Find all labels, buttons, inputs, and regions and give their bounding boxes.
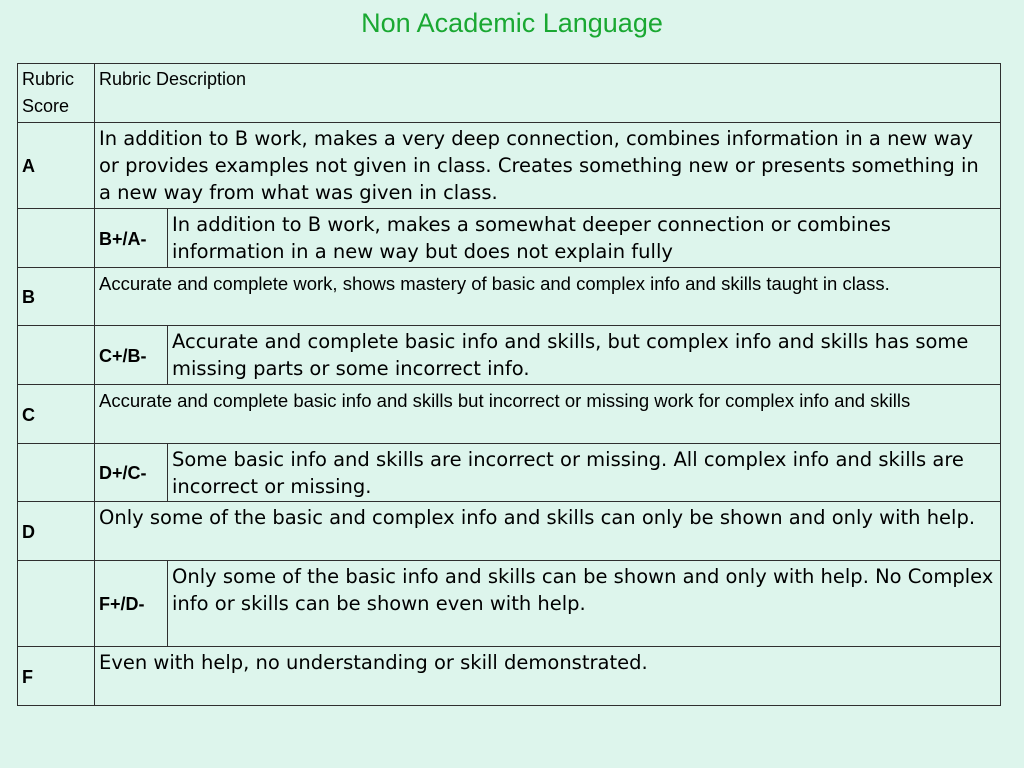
header-rubric-description: Rubric Description: [95, 64, 1001, 123]
table-header-row: [18, 64, 1001, 123]
empty-cell: [18, 444, 95, 502]
page-title: Non Academic Language: [361, 8, 663, 38]
empty-cell: [18, 561, 95, 647]
empty-cell: [18, 209, 95, 268]
grade-cell: A: [18, 123, 95, 209]
description-cell: In addition to B work, makes a somewhat deeper connection or combines information in a new way but does not explain fully: [168, 209, 1001, 268]
description-cell: Only some of the basic and complex info and skills can only be shown and only with help.: [95, 502, 1001, 561]
description-cell: Accurate and complete basic info and skills but incorrect or missing work for complex info and skills: [95, 385, 1001, 444]
grade-cell: F: [18, 647, 95, 706]
description-cell: Accurate and complete basic info and skills, but complex info and skills has some missing parts or some incorrect info.: [168, 326, 1001, 385]
table-row: [18, 561, 1001, 647]
empty-cell: [18, 326, 95, 385]
table-row: [18, 326, 1001, 385]
table-row: [18, 502, 1001, 561]
grade-cell: C: [18, 385, 95, 444]
sub-grade-cell: D+/C-: [95, 444, 168, 502]
sub-grade-cell: C+/B-: [95, 326, 168, 385]
description-cell: Only some of the basic info and skills can be shown and only with help. No Complex info or skills can be shown even with help.: [168, 561, 1001, 647]
table-row: [18, 385, 1001, 444]
description-cell: Even with help, no understanding or skill demonstrated.: [95, 647, 1001, 706]
description-cell: In addition to B work, makes a very deep connection, combines information in a new way or provides examples not given in class. Creates something new or presents something in a new way from what was given in class.: [95, 123, 1001, 209]
table-row: [18, 444, 1001, 502]
description-cell: Some basic info and skills are incorrect or missing. All complex info and skills are incorrect or missing.: [168, 444, 1001, 502]
sub-grade-cell: F+/D-: [95, 561, 168, 647]
grade-cell: D: [18, 502, 95, 561]
description-cell: Accurate and complete work, shows mastery of basic and complex info and skills taught in class.: [95, 268, 1001, 326]
header-rubric-score: Rubric Score: [18, 64, 95, 123]
rubric-table: [17, 63, 1001, 706]
sub-grade-cell: B+/A-: [95, 209, 168, 268]
table-row: [18, 268, 1001, 326]
table-row: [18, 123, 1001, 209]
table-row: [18, 209, 1001, 268]
table-row: [18, 647, 1001, 706]
grade-cell: B: [18, 268, 95, 326]
